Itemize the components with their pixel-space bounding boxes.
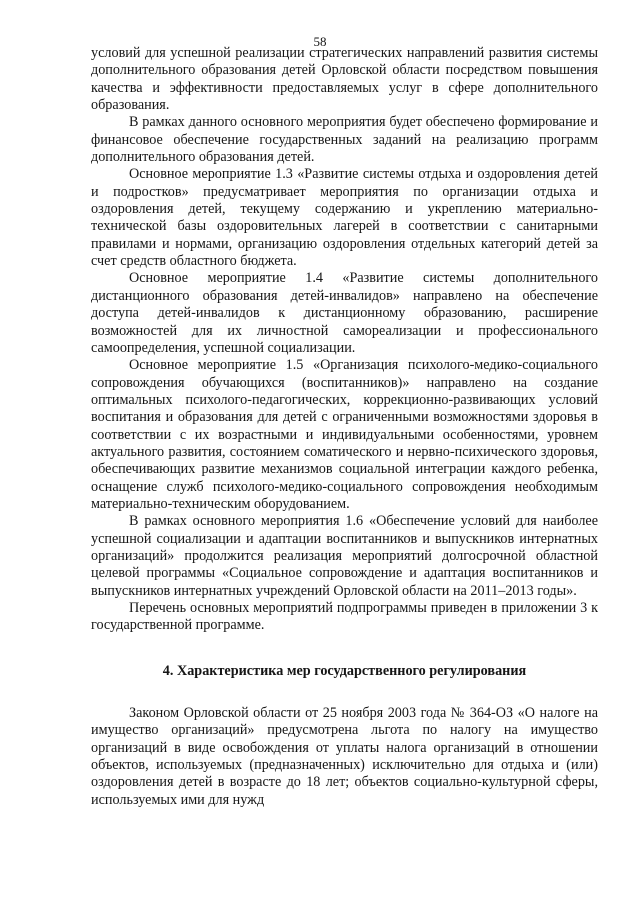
paragraph-measure-1-5: Основное мероприятие 1.5 «Организация психолого-медико-социального сопровождения обучающихся (воспитанников)» направлено на создание оптимальных психолого-педагогических, коррекционно-развивающих условий воспитания и образования для детей с ограниченными возможностями здоровья в соответствии с их возрастными и индивидуальными особенностями, уровнем актуального развития, состоянием соматического и нервно-психического здоровья, обеспечивающих развитие механизмов социальной интеграции каждого ребенка, оснащение служб психолого-медико-социального сопровождения необходимым материально-техническим оборудованием. (91, 357, 598, 512)
paragraph-tax-law: Законом Орловской области от 25 ноября 2003 года № 364-ОЗ «О налоге на имущество организаций» предусмотрена льгота по налогу на имущество организаций в виде освобождения от уплаты налога организаций в отношении объектов, используемых (предназначенных) исключительно для отдыха и (или) оздоровления детей в возрасте до 18 лет; объектов социально-культурной сферы, используемых ими для нужд (91, 705, 598, 808)
paragraph-measure-1-4: Основное мероприятие 1.4 «Развитие системы дополнительного дистанционного образования детей-инвалидов» направлено на обеспечение доступа детей-инвалидов к дистанционному образованию, расширение возможностей для их личностной самореализации и профессионального самоопределения, успешной социализации. (91, 270, 598, 356)
paragraph-state-assignments: В рамках данного основного мероприятия будет обеспечено формирование и финансовое обеспечение государственных заданий на реализацию программ дополнительного образования детей. (91, 114, 598, 166)
section-heading: 4. Характеристика мер государственного регулирования (162, 662, 527, 679)
document-body (91, 45, 598, 809)
page-number: 58 (313, 34, 327, 49)
paragraph-continuation: условий для успешной реализации стратегических направлений развития системы дополнительного образования детей Орловской области посредством повышения качества и эффективности предоставляемых услуг в сфере дополнительного образования. (91, 45, 598, 114)
paragraph-measure-1-6: В рамках основного мероприятия 1.6 «Обеспечение условий для наиболее успешной социализации и адаптации воспитанников и выпускников интернатных организаций» продолжится реализация мероприятий долгосрочной областной целевой программы «Социальное сопровождение и адаптация воспитанников и выпускников интернатных учреждений Орловской области на 2011–2013 годы». (91, 513, 598, 599)
paragraph-measures-list: Перечень основных мероприятий подпрограммы приведен в приложении 3 к государственной программе. (91, 600, 598, 634)
paragraph-measure-1-3: Основное мероприятие 1.3 «Развитие системы отдыха и оздоровления детей и подростков» предусматривает мероприятия по организации отдыха и оздоровления детей, текущему содержанию и укреплению материально-технической базы оздоровительных лагерей в соответствии с санитарными правилами и нормами, организацию оздоровления отдельных категорий детей за счет средств областного бюджета. (91, 166, 598, 270)
